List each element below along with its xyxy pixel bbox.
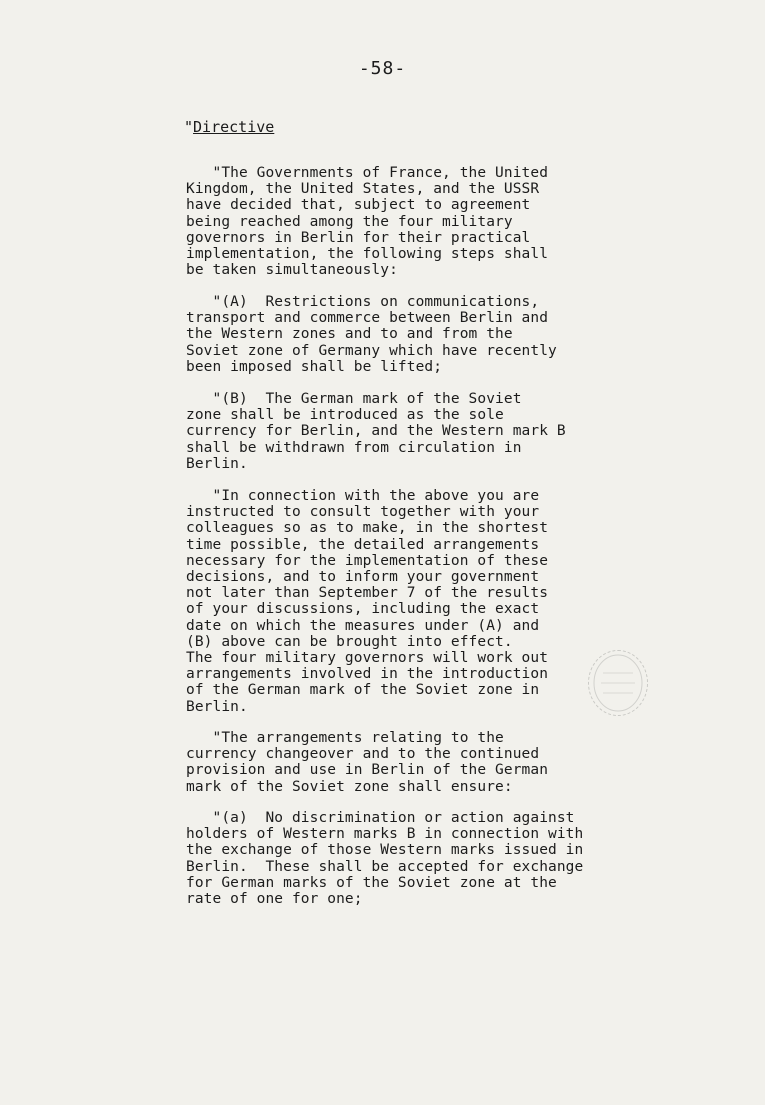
archive-stamp-icon [588, 650, 648, 716]
heading-quote: " [184, 118, 194, 136]
directive-heading [184, 118, 274, 136]
paragraph-instructions: "In connection with the above you are instructed to consult together with your colleagues so as to make, in the shortest time possible, the detailed arrangements necessary for the implementation of these decisions, and to inform your government not later than September 7 of the results of your discussions, including the exact date on which the measures under (A) and (B) above can be brought into effect. The four military governors will work out arrangements involved in the introduction of the German mark of the Soviet zone in Berlin. [186, 488, 549, 715]
paragraph-intro: "The Governments of France, the United Kingdom, the United States, and the USSR have decided that, subject to agreement being reached among the four military governors in Berlin for their practical implementation, the following steps shall be taken simultaneously: [186, 165, 549, 279]
paragraph-arrangements: "The arrangements relating to the currency changeover and to the continued provision and use in Berlin of the German mark of the Soviet zone shall ensure: [186, 730, 549, 795]
heading-title: Directive [193, 118, 275, 136]
paragraph-item-a: "(A) Restrictions on communications, transport and commerce between Berlin and the Western zones and to and from the Soviet zone of Germany which have recently been imposed shall be lifted; [186, 294, 557, 375]
paragraph-item-a-lower: "(a) No discrimination or action against holders of Western marks B in connection with the exchange of those Western marks issued in Berlin. These shall be accepted for exchange for German marks of the Soviet zone at the rate of one for one; [186, 810, 584, 908]
paragraph-item-b: "(B) The German mark of the Soviet zone shall be introduced as the sole currency for Berlin, and the Western mark B shall be withdrawn from circulation in Berlin. [186, 391, 566, 472]
page-number: -58- [358, 58, 407, 79]
